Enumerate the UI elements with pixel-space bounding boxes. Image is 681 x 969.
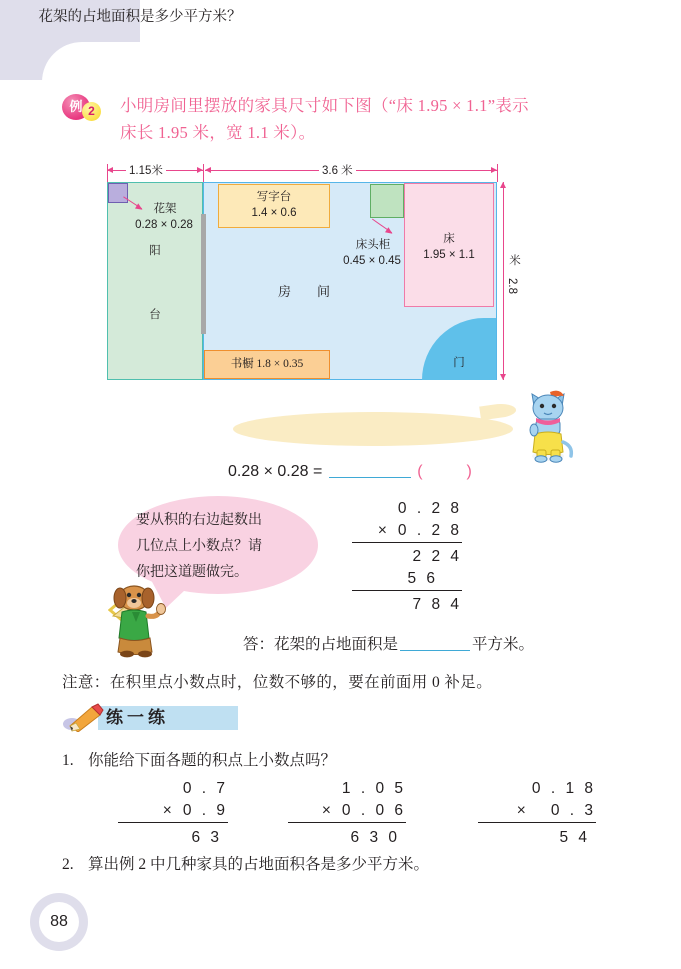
example-badge <box>62 94 104 120</box>
calc-row-multiplicand: 0 . 2 8 <box>397 500 462 517</box>
equation-line <box>228 462 472 481</box>
bookcase-label: 书橱 1.8 × 0.35 <box>230 358 304 370</box>
cat-bubble-tail <box>479 402 517 421</box>
calc-partial-product-2: 5 6 <box>352 568 462 591</box>
calc-operator: × <box>377 522 390 539</box>
dim-line-vertical <box>503 182 504 380</box>
practice-header <box>62 700 242 734</box>
answer-line <box>243 632 534 654</box>
bed-size-label: 1.95 × 1.1 <box>423 249 475 261</box>
ex2-operator: × <box>321 802 334 819</box>
answer-blank[interactable] <box>400 635 470 651</box>
ex2-multiplier-value: 0 . 0 6 <box>341 802 406 819</box>
exercise-calculation-2 <box>288 778 406 849</box>
dog-bubble-line-3: 你把这道题做完。 <box>136 565 248 580</box>
cat-character-icon <box>520 386 576 464</box>
page-number: 88 <box>39 902 79 942</box>
desk-size-label: 1.4 × 0.6 <box>251 207 297 219</box>
nightstand-name-label: 床头柜 <box>355 239 391 251</box>
flowerstand-size-label: 0.28 × 0.28 <box>135 219 193 231</box>
note-text: 注意：在积里点小数点时，位数不够的，要在前面用 0 补足。 <box>62 674 493 691</box>
dog-bubble-line-2: 几位点上小数点？请 <box>136 539 262 554</box>
dog-bubble-line-1: 要从积的右边起数出 <box>136 513 262 528</box>
example-badge-label: 例 <box>62 94 90 120</box>
equation-unit-paren <box>417 463 472 480</box>
dim-label-right: 3.6 米 <box>319 162 356 178</box>
ex1-row-multiplier <box>118 800 228 823</box>
flowerstand-shape <box>108 183 128 203</box>
question-1 <box>62 748 336 770</box>
page-number-badge <box>30 893 88 951</box>
answer-prefix: 答：花架的占地面积是 <box>243 636 399 653</box>
dim-tick-mid <box>203 164 204 182</box>
calc-result: 7 8 4 <box>412 596 462 613</box>
example-badge-number: 2 <box>82 102 101 121</box>
ex3-multiplier-value: 0 . 3 <box>550 802 596 819</box>
question-2-text: 算出例 2 中几种家具的占地面积各是多少平方米。 <box>88 856 430 873</box>
balcony-char-1: 阳 <box>149 245 161 257</box>
nightstand-shape <box>370 184 404 218</box>
exercise-calculation-1 <box>118 778 228 849</box>
ex1-row-multiplicand: 0 . 7 <box>182 780 228 797</box>
ex3-row-multiplicand: 0 . 1 8 <box>531 780 596 797</box>
ex2-row-multiplicand: 1 . 0 5 <box>341 780 406 797</box>
example-text <box>120 92 622 146</box>
ex3-result: 5 4 <box>559 829 590 846</box>
calc-row-multiplier <box>352 520 462 543</box>
ex3-operator: × <box>516 802 529 819</box>
equation-expression: 0.28 × 0.28 = <box>228 463 323 480</box>
desk-name-label: 写字台 <box>256 191 292 203</box>
paren-close: ) <box>466 463 472 480</box>
balcony-char-2: 台 <box>149 309 161 321</box>
example-text-line2: 床长 1.95 米，宽 1.1 米）。 <box>120 123 316 142</box>
dim-label-right-value: 2.8 <box>506 278 518 294</box>
exercise-calculation-3 <box>478 778 596 849</box>
dog-bubble-text <box>128 504 310 588</box>
example-text-line1: 小明房间里摆放的家具尺寸如下图（“床 1.95 × 1.1”表示 <box>120 96 529 115</box>
floorplan-diagram <box>104 158 520 398</box>
dim-label-left: 1.15米 <box>126 162 166 178</box>
flowerstand-name-label: 花架 <box>153 203 177 215</box>
question-1-number: 1. <box>62 752 74 769</box>
door-label: 门 <box>453 357 465 369</box>
calc-multiplier-value: 0 . 2 8 <box>397 522 462 539</box>
dim-tick-right <box>497 164 498 182</box>
cat-speech-bubble <box>233 412 513 446</box>
ex3-row-multiplier <box>478 800 596 823</box>
ex2-row-multiplier <box>288 800 406 823</box>
ex1-multiplier-value: 0 . 9 <box>182 802 228 819</box>
question-1-text: 你能给下面各题的积点上小数点吗？ <box>88 752 337 769</box>
bed-name-label: 床 <box>443 233 455 245</box>
main-multiplication-calculation <box>352 498 462 616</box>
ex1-operator: × <box>162 802 175 819</box>
paren-open: ( <box>417 463 423 480</box>
question-2-number: 2. <box>62 856 74 873</box>
nightstand-size-label: 0.45 × 0.45 <box>343 255 401 267</box>
cat-bubble-text: 花架的占地面积是多少平方米？ <box>38 9 242 25</box>
practice-title: 练一练 <box>106 708 169 727</box>
pencil-icon <box>62 702 106 732</box>
room-label: 房 间 <box>277 284 330 299</box>
calc-partial-product-1: 2 2 4 <box>412 548 462 565</box>
ex1-result: 6 3 <box>191 829 222 846</box>
ex2-result: 6 3 0 <box>350 829 400 846</box>
dog-character-icon <box>108 580 170 658</box>
question-2 <box>62 852 429 874</box>
equation-answer-blank[interactable] <box>329 462 411 478</box>
answer-suffix: 平方米。 <box>472 636 535 653</box>
example-heading <box>62 92 622 146</box>
dim-label-right-unit: 米 <box>508 254 520 266</box>
